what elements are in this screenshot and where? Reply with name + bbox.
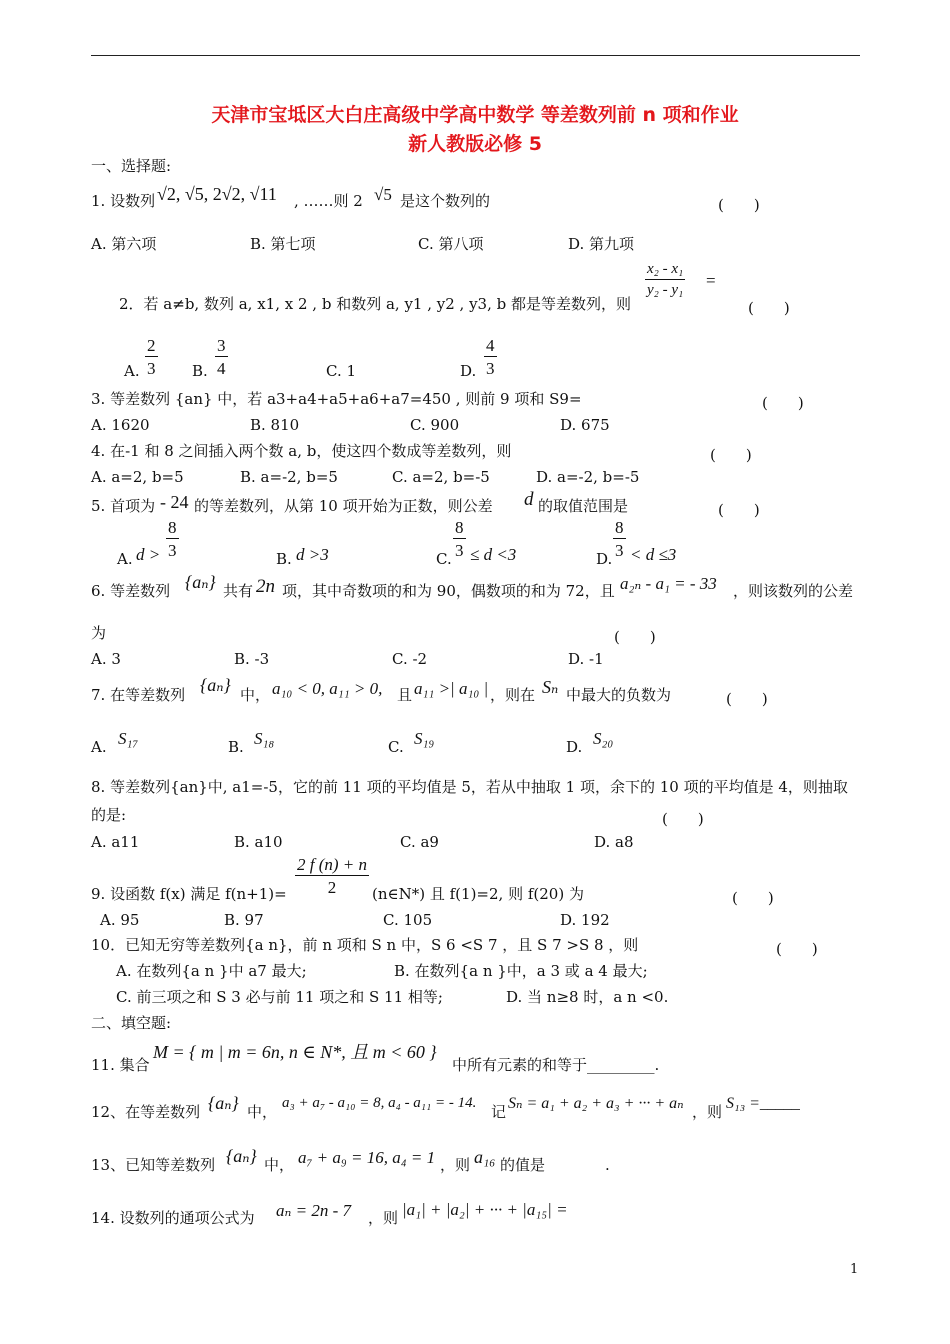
page-number: 1 bbox=[850, 1262, 859, 1277]
q2-option-a-label: A. bbox=[124, 362, 140, 380]
q1-option-d: D. 第九项 bbox=[568, 235, 635, 253]
q1-answer-paren: ( ) bbox=[718, 196, 760, 214]
q13-post: ，则 bbox=[440, 1156, 471, 1174]
q3-option-b: B. 810 bbox=[250, 416, 300, 434]
q7-mid2: ，则在 bbox=[490, 686, 536, 704]
q8-answer-paren: ( ) bbox=[662, 810, 704, 828]
q5-answer-paren: ( ) bbox=[718, 501, 760, 519]
q12-mid2: 记 bbox=[491, 1103, 507, 1121]
q2-option-d-num: 4 bbox=[486, 336, 495, 355]
section-fill-in: 二、填空题: bbox=[91, 1014, 172, 1032]
q12-sn: Sₙ = a₁ + a₂ + a₃ + ··· + aₙ bbox=[508, 1095, 684, 1112]
q6-two-n: 2n bbox=[256, 576, 275, 597]
q9-option-d: D. 192 bbox=[560, 911, 610, 929]
q3-option-d: D. 675 bbox=[560, 416, 610, 434]
q4-option-c: C. a=2, b=-5 bbox=[392, 468, 490, 486]
q7-condition2: a₁₁ >| a₁₀ | bbox=[414, 679, 489, 698]
q6-post: ，则该数列的公差 bbox=[733, 582, 854, 600]
q5-option-c-den: 3 bbox=[455, 541, 464, 560]
q7-mid: 中， bbox=[240, 686, 271, 704]
q8-option-a: A. a11 bbox=[91, 833, 140, 851]
q7-prefix: 7. 在等差数列 bbox=[91, 686, 186, 704]
q7-option-a-label: A. bbox=[91, 738, 107, 756]
q13-prefix: 13、已知等差数列 bbox=[91, 1156, 216, 1174]
q2-equals: = bbox=[706, 271, 716, 290]
q5-option-d-expr: < d ≤3 bbox=[630, 545, 677, 564]
title-line-2: 新人教版必修 5 bbox=[408, 133, 542, 155]
q1-prefix: 1. 设数列 bbox=[91, 192, 156, 210]
q1-mid: , ……则 2 bbox=[294, 192, 363, 210]
q9-frac-den: 2 bbox=[327, 878, 337, 897]
q7-sequence: {aₙ} bbox=[200, 675, 231, 695]
q10-option-d: D. 当 n≥8 时，a n <0. bbox=[506, 988, 669, 1006]
q10-option-c: C. 前三项之和 S 3 必与前 11 项之和 S 11 相等; bbox=[116, 988, 443, 1006]
q5-option-a-expr: d > bbox=[136, 545, 161, 564]
q5-post: 的取值范围是 bbox=[538, 497, 629, 515]
q12-s13: S₁₃ =_____ bbox=[726, 1095, 800, 1112]
q2-frac-den: y₂ - y₁ bbox=[647, 282, 684, 298]
q1-root: √5 bbox=[374, 185, 392, 204]
q12-mid: 中， bbox=[247, 1103, 278, 1121]
q5-option-d-frac bbox=[613, 519, 626, 559]
q7-option-a-val: S₁₇ bbox=[118, 729, 139, 748]
q5-option-c-frac bbox=[453, 519, 466, 559]
q6-answer-paren: ( ) bbox=[614, 628, 656, 646]
q5-option-c-num: 8 bbox=[455, 518, 464, 537]
q9-option-a: A. 95 bbox=[100, 911, 140, 929]
q4-text: 4. 在-1 和 8 之间插入两个数 a, b，使这四个数成等差数列，则 bbox=[91, 442, 512, 460]
q5-option-b-label: B. bbox=[276, 550, 292, 568]
q7-option-c-val: S₁₉ bbox=[414, 729, 435, 748]
q9-frac-num: 2 f (n) + n bbox=[297, 855, 368, 874]
q1-post: 是这个数列的 bbox=[400, 192, 491, 210]
q2-text: 2．若 a≠b, 数列 a, x1, x 2 , b 和数列 a, y1 , y2 , y3, b 都是等差数列，则 bbox=[119, 295, 632, 313]
q8-line2: 的是: bbox=[91, 806, 127, 824]
q14-prefix: 14. 设数列的通项公式为 bbox=[91, 1209, 255, 1227]
q7-post: 中最大的负数为 bbox=[566, 686, 672, 704]
q7-condition: a₁₀ < 0, a₁₁ > 0, bbox=[272, 679, 383, 698]
q6-prefix: 6. 等差数列 bbox=[91, 582, 171, 600]
q5-first-term: - 24 bbox=[160, 492, 189, 512]
q2-option-a-den: 3 bbox=[147, 359, 156, 378]
q4-option-b: B. a=-2, b=5 bbox=[240, 468, 338, 486]
q6-sequence: {aₙ} bbox=[185, 572, 216, 592]
q14-sum: |a₁| + |a₂| + ··· + |a₁₅| = bbox=[402, 1200, 568, 1219]
q2-option-b-label: B. bbox=[192, 362, 208, 380]
q5-d: d bbox=[524, 489, 534, 510]
q5-option-c-expr: ≤ d <3 bbox=[470, 545, 517, 564]
q11-post: 中所有元素的和等于_________. bbox=[452, 1056, 660, 1074]
q10-option-b: B. 在数列{a n }中，a 3 或 a 4 最大; bbox=[394, 962, 648, 980]
q1-option-a: A. 第六项 bbox=[91, 235, 157, 253]
q2-option-b-den: 4 bbox=[217, 359, 226, 378]
q5-option-d-den: 3 bbox=[615, 541, 624, 560]
q7-option-d-val: S₂₀ bbox=[593, 729, 614, 748]
q6-line2: 为 bbox=[91, 624, 107, 642]
q6-option-d: D. -1 bbox=[568, 650, 604, 668]
q9-prefix: 9. 设函数 f(x) 满足 f(n+1)= bbox=[91, 885, 287, 903]
q2-option-a-num: 2 bbox=[147, 336, 156, 355]
q2-option-b-num: 3 bbox=[217, 336, 226, 355]
title-line-1: 天津市宝坻区大白庄高级中学高中数学 等差数列前 n 项和作业 bbox=[211, 104, 739, 126]
q7-sn: Sₙ bbox=[542, 677, 559, 697]
q7-option-d-label: D. bbox=[566, 738, 583, 756]
q1-option-b: B. 第七项 bbox=[250, 235, 316, 253]
q2-answer-paren: ( ) bbox=[748, 299, 790, 317]
q12-post: ，则 bbox=[692, 1103, 723, 1121]
q1-sequence: √2, √5, 2√2, √11 bbox=[157, 184, 277, 204]
q11-prefix: 11. 集合 bbox=[91, 1056, 150, 1074]
q4-option-d: D. a=-2, b=-5 bbox=[536, 468, 640, 486]
q13-condition: a₇ + a₉ = 16, a₄ = 1 bbox=[298, 1148, 436, 1167]
q14-mid: ，则 bbox=[368, 1209, 399, 1227]
q7-option-b-label: B. bbox=[228, 738, 244, 756]
q12-sequence: {aₙ} bbox=[208, 1093, 239, 1113]
q5-option-c-label: C. bbox=[436, 550, 452, 568]
q2-option-d-frac bbox=[484, 337, 497, 377]
q9-option-c: C. 105 bbox=[383, 911, 433, 929]
q6-option-b: B. -3 bbox=[234, 650, 270, 668]
q6-mid1: 共有 bbox=[223, 582, 254, 600]
q8-option-b: B. a10 bbox=[234, 833, 283, 851]
q5-option-a-den: 3 bbox=[168, 541, 177, 560]
q2-option-d-den: 3 bbox=[486, 359, 495, 378]
q4-option-a: A. a=2, b=5 bbox=[91, 468, 184, 486]
q12-condition: a₃ + a₇ - a₁₀ = 8, a₄ - a₁₁ = - 14. bbox=[282, 1095, 477, 1111]
q9-option-b: B. 97 bbox=[224, 911, 264, 929]
q5-mid: 的等差数列，从第 10 项开始为正数，则公差 bbox=[194, 497, 493, 515]
q9-answer-paren: ( ) bbox=[732, 889, 774, 907]
q6-condition: a₂ₙ - a₁ = - 33 bbox=[620, 574, 717, 593]
q13-mid: 中， bbox=[264, 1156, 295, 1174]
q2-option-c: C. 1 bbox=[326, 362, 357, 380]
q7-and: 且 bbox=[397, 686, 413, 704]
section-choice: 一、选择题: bbox=[91, 157, 172, 175]
q3-answer-paren: ( ) bbox=[762, 394, 804, 412]
q2-option-b-frac bbox=[215, 337, 228, 377]
q4-answer-paren: ( ) bbox=[710, 446, 752, 464]
q13-post2: 的值是 . bbox=[500, 1156, 610, 1174]
q7-option-b-val: S₁₈ bbox=[254, 729, 275, 748]
q3-option-a: A. 1620 bbox=[91, 416, 150, 434]
q5-option-b-expr: d >3 bbox=[296, 545, 329, 564]
q3-text: 3. 等差数列 {an} 中，若 a3+a4+a5+a6+a7=450 , 则前 9 项和 S9= bbox=[91, 390, 582, 408]
q9-post: (n∈N*) 且 f(1)=2, 则 f(20) 为 bbox=[372, 885, 584, 903]
q8-option-c: C. a9 bbox=[400, 833, 439, 851]
q1-option-c: C. 第八项 bbox=[418, 235, 484, 253]
q2-fraction bbox=[645, 262, 685, 298]
q2-option-a-frac bbox=[145, 337, 158, 377]
q12-prefix: 12、在等差数列 bbox=[91, 1103, 201, 1121]
q7-option-c-label: C. bbox=[388, 738, 404, 756]
q14-formula: aₙ = 2n - 7 bbox=[276, 1201, 352, 1220]
q8-option-d: D. a8 bbox=[594, 833, 634, 851]
q8-line1: 8. 等差数列{an}中, a1=-5，它的前 11 项的平均值是 5，若从中抽取 1 项，余下的 10 项的平均值是 4，则抽取 bbox=[91, 778, 848, 796]
q7-answer-paren: ( ) bbox=[726, 690, 768, 708]
q3-option-c: C. 900 bbox=[410, 416, 460, 434]
q13-a16: a₁₆ bbox=[474, 1147, 496, 1167]
q2-option-d-label: D. bbox=[460, 362, 477, 380]
q13-sequence: {aₙ} bbox=[226, 1146, 257, 1166]
q10-option-a: A. 在数列{a n }中 a7 最大; bbox=[116, 962, 307, 980]
q2-frac-num: x₂ - x₁ bbox=[645, 262, 685, 280]
q9-fraction bbox=[295, 856, 369, 896]
q6-option-c: C. -2 bbox=[392, 650, 428, 668]
q5-option-a-num: 8 bbox=[168, 518, 177, 537]
q5-option-d-num: 8 bbox=[615, 518, 624, 537]
q10-line1: 10．已知无穷等差数列{a n}，前 n 项和 S n 中，S 6 <S 7 ，且 S 7 >S 8 ，则 bbox=[91, 936, 639, 954]
q5-option-a-label: A. bbox=[117, 550, 133, 568]
q6-mid2: 项，其中奇数项的和为 90，偶数项的和为 72，且 bbox=[282, 582, 615, 600]
q10-answer-paren: ( ) bbox=[776, 940, 818, 958]
q5-option-d-label: D. bbox=[596, 550, 613, 568]
q5-prefix: 5. 首项为 bbox=[91, 497, 156, 515]
header-rule bbox=[91, 55, 860, 56]
q11-set: M = { m | m = 6n, n ∈ N*, 且 m < 60 } bbox=[153, 1042, 437, 1062]
q5-option-a-frac bbox=[166, 519, 179, 559]
q6-option-a: A. 3 bbox=[91, 650, 121, 668]
